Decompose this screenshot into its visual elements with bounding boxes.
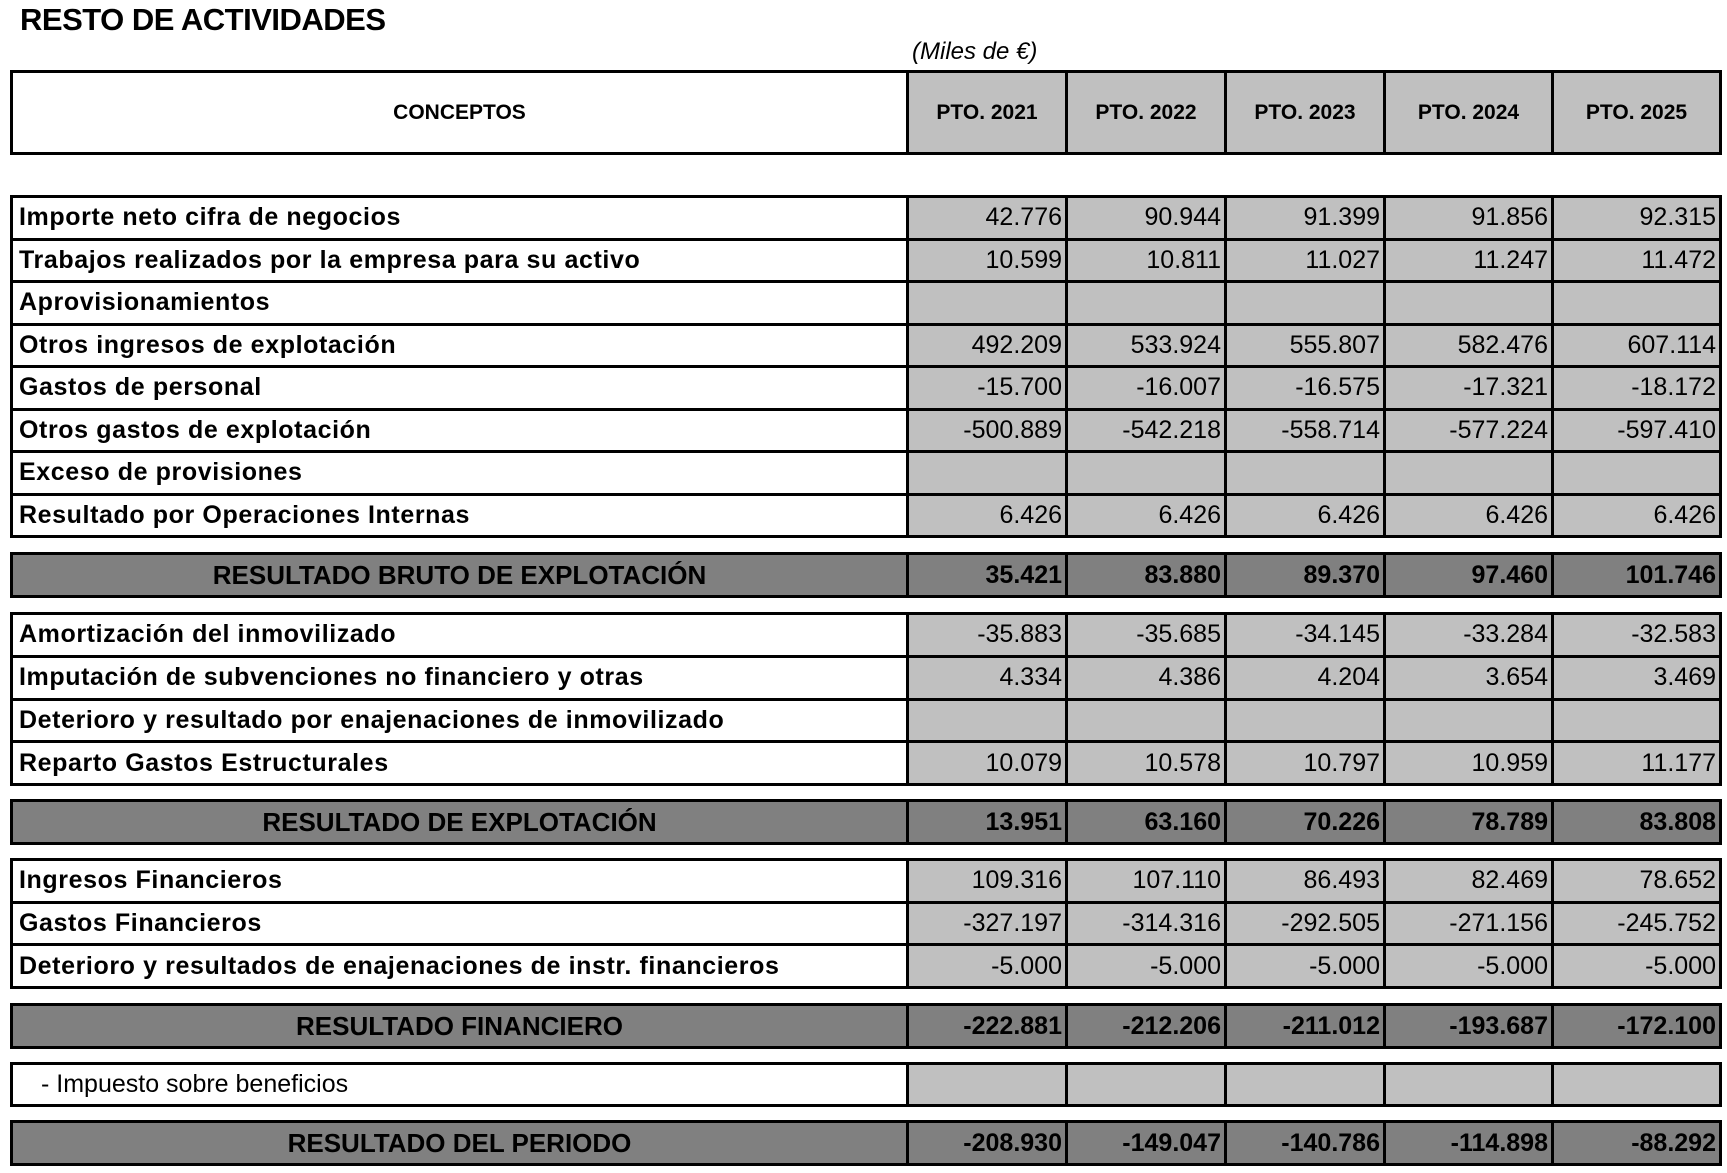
total-value: -149.047: [1068, 1123, 1227, 1163]
row-label: Importe neto cifra de negocios: [13, 198, 909, 238]
value-cell: [1554, 701, 1719, 741]
value-cell: [1554, 283, 1719, 323]
total-value: -114.898: [1386, 1123, 1554, 1163]
value-cell: -245.752: [1554, 904, 1719, 944]
value-cell: -314.316: [1068, 904, 1227, 944]
value-cell: 109.316: [909, 861, 1068, 901]
value-cell: 10.079: [909, 743, 1068, 783]
table-row: [13, 493, 1719, 536]
units-label: (Miles de €): [912, 38, 1038, 65]
total-value: 83.880: [1068, 555, 1227, 595]
value-cell: -558.714: [1227, 411, 1386, 451]
value-cell: 492.209: [909, 326, 1068, 366]
value-cell: [1068, 283, 1227, 323]
value-cell: 91.399: [1227, 198, 1386, 238]
table-row: [13, 238, 1719, 281]
row-label: Amortización del inmovilizado: [13, 615, 909, 655]
year-header: PTO. 2022: [1068, 73, 1227, 152]
value-cell: -16.575: [1227, 368, 1386, 408]
value-cell: -5.000: [1554, 946, 1719, 986]
value-cell: [909, 1065, 1068, 1104]
table-row: [13, 323, 1719, 366]
total-value: -140.786: [1227, 1123, 1386, 1163]
value-cell: [1227, 1065, 1386, 1104]
value-cell: [909, 453, 1068, 493]
row-label: Otros ingresos de explotación: [13, 326, 909, 366]
total-value: -222.881: [909, 1006, 1068, 1046]
value-cell: [1227, 701, 1386, 741]
value-cell: 11.247: [1386, 241, 1554, 281]
total-value: 83.808: [1554, 802, 1719, 842]
header-row: [10, 70, 1722, 155]
value-cell: -5.000: [1068, 946, 1227, 986]
table-row: [13, 861, 1719, 901]
value-cell: 10.959: [1386, 743, 1554, 783]
value-cell: [1554, 1065, 1719, 1104]
row-label: Resultado por Operaciones Internas: [13, 496, 909, 536]
year-header: PTO. 2021: [909, 73, 1068, 152]
value-cell: [1068, 701, 1227, 741]
value-cell: 6.426: [1386, 496, 1554, 536]
value-cell: -327.197: [909, 904, 1068, 944]
total-value: -88.292: [1554, 1123, 1719, 1163]
row-label: Imputación de subvenciones no financiero y otras: [13, 658, 909, 698]
row-label: Gastos Financieros: [13, 904, 909, 944]
value-cell: -597.410: [1554, 411, 1719, 451]
value-cell: -500.889: [909, 411, 1068, 451]
row-label: Exceso de provisiones: [13, 453, 909, 493]
value-cell: -32.583: [1554, 615, 1719, 655]
row-label: Gastos de personal: [13, 368, 909, 408]
value-cell: [1386, 453, 1554, 493]
total-value: 35.421: [909, 555, 1068, 595]
table-row: [13, 698, 1719, 741]
value-cell: [909, 283, 1068, 323]
value-cell: -577.224: [1386, 411, 1554, 451]
table-row: [13, 280, 1719, 323]
row-label: Ingresos Financieros: [13, 861, 909, 901]
value-cell: [1386, 701, 1554, 741]
value-cell: 82.469: [1386, 861, 1554, 901]
total-value: 70.226: [1227, 802, 1386, 842]
total-value: 89.370: [1227, 555, 1386, 595]
value-cell: 4.334: [909, 658, 1068, 698]
value-cell: -15.700: [909, 368, 1068, 408]
total-value: 13.951: [909, 802, 1068, 842]
value-cell: 86.493: [1227, 861, 1386, 901]
value-cell: -5.000: [909, 946, 1068, 986]
value-cell: 555.807: [1227, 326, 1386, 366]
total-value: -193.687: [1386, 1006, 1554, 1046]
value-cell: 3.654: [1386, 658, 1554, 698]
row-label: Reparto Gastos Estructurales: [13, 743, 909, 783]
value-cell: 11.027: [1227, 241, 1386, 281]
row-label: Trabajos realizados por la empresa para su activo: [13, 241, 909, 281]
value-cell: [1227, 453, 1386, 493]
total-label: RESULTADO DE EXPLOTACIÓN: [13, 802, 909, 842]
value-cell: -35.883: [909, 615, 1068, 655]
value-cell: 4.204: [1227, 658, 1386, 698]
value-cell: [1068, 1065, 1227, 1104]
value-cell: 91.856: [1386, 198, 1554, 238]
total-financial-result: [10, 1003, 1722, 1049]
value-cell: -16.007: [1068, 368, 1227, 408]
total-value: 63.160: [1068, 802, 1227, 842]
value-cell: -33.284: [1386, 615, 1554, 655]
value-cell: [909, 701, 1068, 741]
value-cell: [1227, 283, 1386, 323]
value-cell: -34.145: [1227, 615, 1386, 655]
value-cell: 10.811: [1068, 241, 1227, 281]
value-cell: -18.172: [1554, 368, 1719, 408]
tax-label: - Impuesto sobre beneficios: [13, 1065, 909, 1104]
section-operating-items: [10, 195, 1722, 538]
value-cell: 10.599: [909, 241, 1068, 281]
value-cell: 6.426: [1554, 496, 1719, 536]
value-cell: 11.472: [1554, 241, 1719, 281]
section-financial-items: [10, 858, 1722, 989]
table-row: [13, 615, 1719, 655]
value-cell: -5.000: [1227, 946, 1386, 986]
value-cell: [1386, 1065, 1554, 1104]
row-label: Otros gastos de explotación: [13, 411, 909, 451]
value-cell: 6.426: [909, 496, 1068, 536]
value-cell: 92.315: [1554, 198, 1719, 238]
total-value: -212.206: [1068, 1006, 1227, 1046]
table-row: [13, 408, 1719, 451]
value-cell: 582.476: [1386, 326, 1554, 366]
value-cell: [1386, 283, 1554, 323]
value-cell: 6.426: [1227, 496, 1386, 536]
value-cell: 107.110: [1068, 861, 1227, 901]
row-label: Deterioro y resultado por enajenaciones de inmovilizado: [13, 701, 909, 741]
table-row: [13, 655, 1719, 698]
row-label: Aprovisionamientos: [13, 283, 909, 323]
total-value: -211.012: [1227, 1006, 1386, 1046]
concepts-header: CONCEPTOS: [13, 73, 909, 152]
value-cell: 90.944: [1068, 198, 1227, 238]
value-cell: [1554, 453, 1719, 493]
value-cell: -17.321: [1386, 368, 1554, 408]
total-value: -172.100: [1554, 1006, 1719, 1046]
value-cell: 3.469: [1554, 658, 1719, 698]
value-cell: 533.924: [1068, 326, 1227, 366]
year-header: PTO. 2024: [1386, 73, 1554, 152]
tax-row: [10, 1062, 1722, 1107]
value-cell: 607.114: [1554, 326, 1719, 366]
value-cell: [1068, 453, 1227, 493]
value-cell: -292.505: [1227, 904, 1386, 944]
total-gross-operating-result: [10, 552, 1722, 598]
table-row: [13, 943, 1719, 986]
value-cell: 11.177: [1554, 743, 1719, 783]
total-value: 97.460: [1386, 555, 1554, 595]
section-depreciation-items: [10, 612, 1722, 786]
total-label: RESULTADO DEL PERIODO: [13, 1123, 909, 1163]
value-cell: 4.386: [1068, 658, 1227, 698]
table-row: [13, 198, 1719, 238]
total-label: RESULTADO FINANCIERO: [13, 1006, 909, 1046]
value-cell: 10.797: [1227, 743, 1386, 783]
table-row: [13, 901, 1719, 944]
table-row: [13, 365, 1719, 408]
value-cell: 42.776: [909, 198, 1068, 238]
value-cell: -5.000: [1386, 946, 1554, 986]
value-cell: 78.652: [1554, 861, 1719, 901]
value-cell: 10.578: [1068, 743, 1227, 783]
value-cell: -271.156: [1386, 904, 1554, 944]
total-operating-result: [10, 799, 1722, 845]
table-row: [13, 740, 1719, 783]
table-row: [13, 450, 1719, 493]
row-label: Deterioro y resultados de enajenaciones de instr. financieros: [13, 946, 909, 986]
total-period-result: [10, 1120, 1722, 1166]
year-header: PTO. 2023: [1227, 73, 1386, 152]
value-cell: -542.218: [1068, 411, 1227, 451]
total-value: 78.789: [1386, 802, 1554, 842]
total-value: -208.930: [909, 1123, 1068, 1163]
value-cell: 6.426: [1068, 496, 1227, 536]
total-label: RESULTADO BRUTO DE EXPLOTACIÓN: [13, 555, 909, 595]
total-value: 101.746: [1554, 555, 1719, 595]
year-header: PTO. 2025: [1554, 73, 1719, 152]
value-cell: -35.685: [1068, 615, 1227, 655]
page-title: RESTO DE ACTIVIDADES: [20, 2, 386, 37]
